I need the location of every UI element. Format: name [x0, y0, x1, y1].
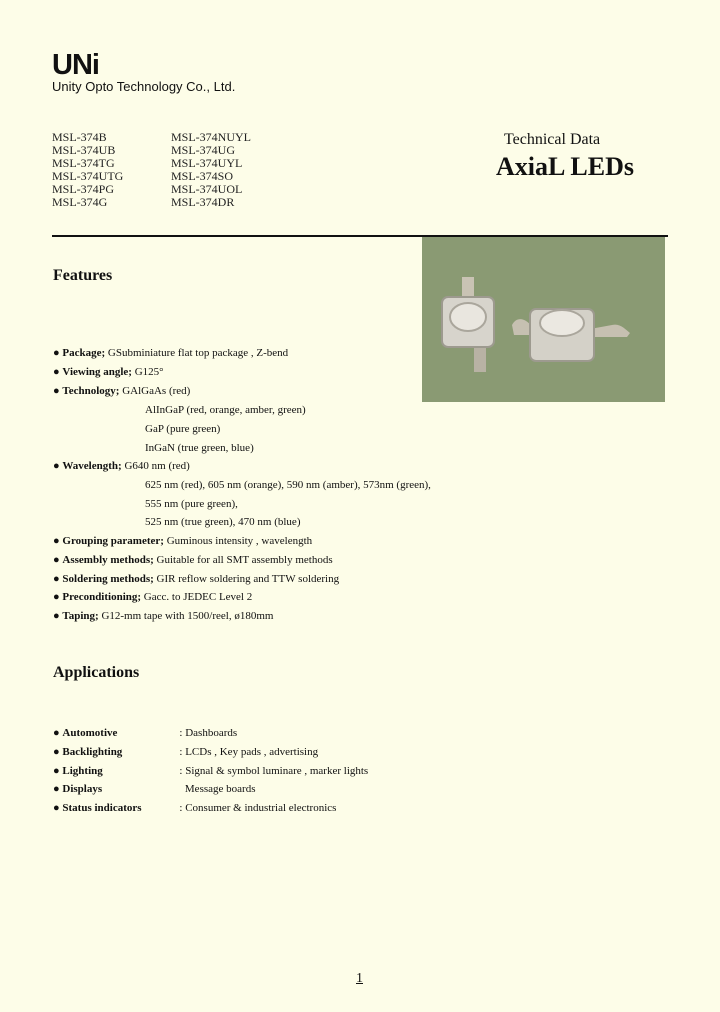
feature-label: Technology;: [62, 385, 123, 397]
feature-label: Package;: [62, 347, 108, 359]
bullet: ●: [53, 385, 60, 397]
feature-text: Gacc. to JEDEC Level 2: [143, 591, 253, 603]
application-text: : Signal & symbol luminare , marker lights: [179, 765, 369, 777]
model-item: MSL-374UOL: [171, 182, 243, 196]
application-text: : LCDs , Key pads , advertising: [179, 746, 319, 758]
application-displays: [53, 783, 255, 795]
company-logo: UNi: [52, 49, 99, 81]
bullet: ●: [53, 727, 60, 739]
feature-package: [53, 347, 288, 359]
feature-label: Wavelength;: [62, 460, 125, 472]
bullet: ●: [53, 347, 60, 359]
wavelength-line: 625 nm (red), 605 nm (orange), 590 nm (amber), 573nm (green),: [145, 479, 431, 491]
technology-line: GaP (pure green): [145, 423, 221, 435]
application-label: Status indicators: [62, 802, 142, 814]
application-automotive: [53, 727, 237, 739]
feature-text: GSubminiature flat top package , Z-bend: [107, 347, 289, 359]
bullet: ●: [53, 460, 60, 472]
company-name: Unity Opto Technology Co., Ltd.: [52, 79, 236, 94]
feature-preconditioning: [53, 591, 252, 603]
product-title: AxiaL LEDs: [496, 152, 634, 181]
model-item: MSL-374NUYL: [171, 130, 251, 144]
model-item: MSL-374G: [52, 195, 108, 209]
technology-line: InGaN (true green, blue): [145, 442, 254, 454]
feature-text: Guminous intensity , wavelength: [166, 535, 313, 547]
feature-text: G640 nm (red): [124, 460, 190, 472]
feature-label: Viewing angle;: [62, 366, 135, 378]
bullet: ●: [53, 610, 60, 622]
model-column-2: [171, 131, 251, 209]
application-status-indicators: [53, 802, 336, 814]
model-item: MSL-374UTG: [52, 169, 124, 183]
application-text: : Dashboards: [179, 727, 238, 739]
model-item: MSL-374PG: [52, 182, 115, 196]
page-number: 1: [356, 971, 363, 986]
wavelength-line: 525 nm (true green), 470 nm (blue): [145, 516, 301, 528]
model-item: MSL-374UG: [171, 143, 236, 157]
application-lighting: [53, 765, 368, 777]
feature-grouping: [53, 535, 312, 547]
bullet: ●: [53, 765, 60, 777]
feature-label: Assembly methods;: [62, 554, 157, 566]
model-column-1: [52, 131, 123, 209]
features-heading: Features: [53, 267, 113, 284]
technology-line: AlInGaP (red, orange, amber, green): [145, 404, 306, 416]
model-item: MSL-374B: [52, 130, 107, 144]
bullet: ●: [53, 554, 60, 566]
model-item: MSL-374DR: [171, 195, 235, 209]
application-label: Displays: [62, 783, 103, 795]
bullet: ●: [53, 802, 60, 814]
application-label: Lighting: [62, 765, 103, 777]
feature-label: Soldering methods;: [62, 573, 157, 585]
feature-soldering: [53, 573, 339, 585]
bullet: ●: [53, 783, 60, 795]
feature-wavelength: [53, 460, 190, 472]
application-text: : Consumer & industrial electronics: [179, 802, 337, 814]
led-photo-graphic: [422, 237, 665, 402]
application-label: Automotive: [62, 727, 118, 739]
application-backlighting: [53, 746, 318, 758]
model-item: MSL-374UYL: [171, 156, 243, 170]
application-text: Message boards: [179, 783, 256, 795]
feature-label: Taping;: [62, 610, 102, 622]
feature-text: G125°: [134, 366, 164, 378]
feature-text: GAlGaAs (red): [122, 385, 191, 397]
feature-label: Preconditioning;: [62, 591, 144, 603]
bullet: ●: [53, 573, 60, 585]
bullet: ●: [53, 746, 60, 758]
model-item: MSL-374UB: [52, 143, 116, 157]
feature-label: Grouping parameter;: [62, 535, 167, 547]
feature-technology: [53, 385, 190, 397]
bullet: ●: [53, 591, 60, 603]
wavelength-line: 555 nm (pure green),: [145, 498, 238, 510]
bullet: ●: [53, 366, 60, 378]
feature-text: G12-mm tape with 1500/reel, ø180mm: [101, 610, 274, 622]
feature-assembly: [53, 554, 333, 566]
model-item: MSL-374SO: [171, 169, 234, 183]
doc-type-label: Technical Data: [504, 131, 601, 148]
model-item: MSL-374TG: [52, 156, 115, 170]
feature-text: Guitable for all SMT assembly methods: [156, 554, 333, 566]
feature-text: GIR reflow soldering and TTW soldering: [156, 573, 340, 585]
application-label: Backlighting: [62, 746, 123, 758]
feature-taping: [53, 610, 273, 622]
applications-heading: Applications: [53, 664, 140, 681]
led-product-photo: [422, 237, 665, 402]
feature-viewing-angle: [53, 366, 164, 378]
bullet: ●: [53, 535, 60, 547]
